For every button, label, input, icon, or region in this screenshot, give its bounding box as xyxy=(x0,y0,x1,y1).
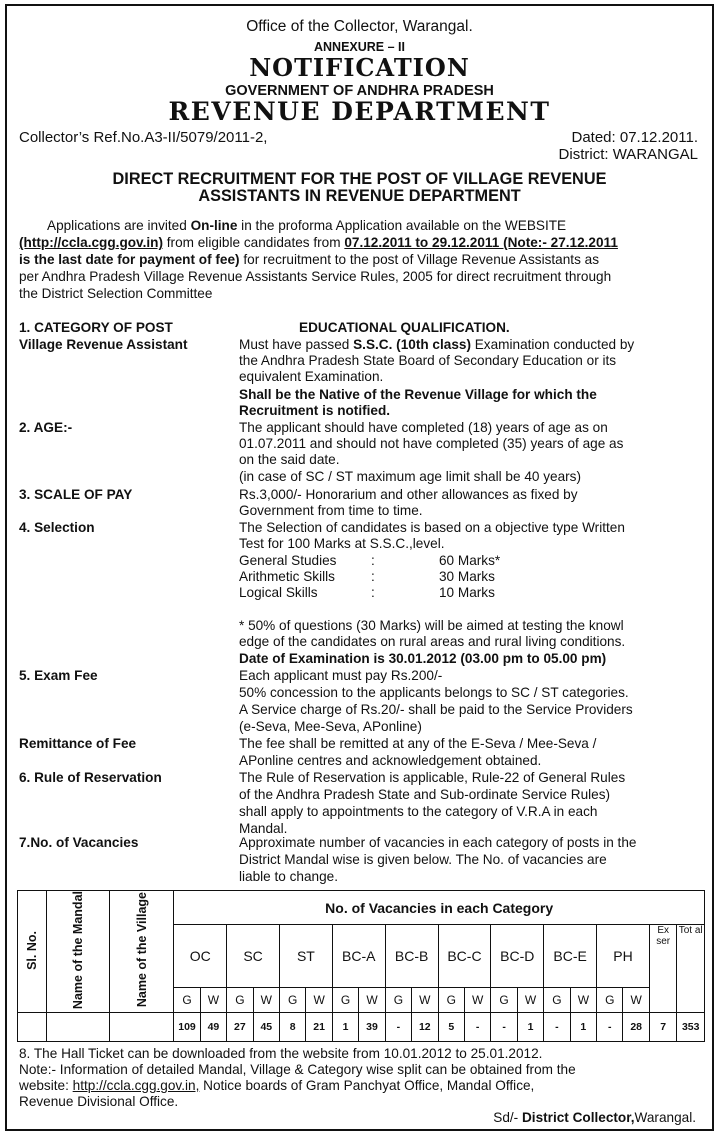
website-link[interactable]: (http://ccla.cgg.gov.in) xyxy=(19,235,163,250)
table-cell: 109 xyxy=(174,1013,200,1042)
intro-text: the District Selection Committee xyxy=(19,286,213,301)
fee-text: (e-Seva, Mee-Seva, APonline) xyxy=(239,719,422,734)
qualification-heading: EDUCATIONAL QUALIFICATION. xyxy=(299,320,510,335)
g-header: G xyxy=(227,988,253,1013)
ex-servicemen-header: Ex ser xyxy=(649,925,677,1013)
info-note: Notice boards of Gram Panchyat Office, Mandal Office, xyxy=(199,1078,535,1093)
table-cell: 49 xyxy=(200,1013,226,1042)
g-header: G xyxy=(597,988,623,1013)
category-bc-c: BC-C xyxy=(438,925,491,988)
reservation-text: of the Andhra Pradesh State and Sub-ordinate Service Rules) xyxy=(239,787,611,802)
signature-title: District Collector, xyxy=(521,1110,635,1125)
subject-name: Arithmetic Skills xyxy=(239,569,335,584)
subject-marks: 10 Marks xyxy=(439,585,495,600)
subject-colon: : xyxy=(371,553,375,568)
qualification-text: Must have passed xyxy=(239,337,354,352)
fee-deadline-note: is the last date for payment of fee) xyxy=(19,252,240,267)
category-bc-e: BC-E xyxy=(544,925,597,988)
category-bc-b: BC-B xyxy=(385,925,438,988)
g-header: G xyxy=(385,988,411,1013)
info-note: Revenue Divisional Office. xyxy=(19,1094,179,1109)
vacancies-label: 7.No. of Vacancies xyxy=(19,835,139,850)
w-header: W xyxy=(517,988,543,1013)
ssc-text: S.S.C. (10th class) xyxy=(353,337,471,352)
table-cell: 27 xyxy=(227,1013,253,1042)
dated: Dated: 07.12.2011. xyxy=(571,129,698,146)
table-cell xyxy=(46,1013,110,1042)
title-line-2: ASSISTANTS IN REVENUE DEPARTMENT xyxy=(198,187,521,205)
category-bc-d: BC-D xyxy=(491,925,544,988)
table-cell: 45 xyxy=(253,1013,279,1042)
reservation-label: 6. Rule of Reservation xyxy=(19,770,162,785)
pay-label: 3. SCALE OF PAY xyxy=(19,487,133,502)
fee-text: Each applicant must pay Rs.200/- xyxy=(239,668,443,683)
pay-text: Government from time to time. xyxy=(239,503,423,518)
remittance-label: Remittance of Fee xyxy=(19,736,137,751)
subject-marks: 30 Marks xyxy=(439,569,495,584)
vacancies-caption: No. of Vacancies in each Category xyxy=(174,891,705,925)
selection-note: edge of the candidates on rural areas and rural living conditions. xyxy=(239,634,626,649)
table-cell: - xyxy=(597,1013,623,1042)
annexure-line: ANNEXURE – II xyxy=(314,40,405,54)
selection-label: 4. Selection xyxy=(19,520,95,535)
table-cell xyxy=(110,1013,174,1042)
online-text: On-line xyxy=(190,218,238,233)
intro-text: per Andhra Pradesh Village Revenue Assistants Service Rules, 2005 for direct recruitment through xyxy=(19,269,612,284)
subject-name: General Studies xyxy=(239,553,337,568)
signature-text: Sd/- xyxy=(493,1110,522,1125)
remittance-text: The fee shall be remitted at any of the E-Seva / Mee-Seva / xyxy=(239,736,597,751)
remittance-text: APonline centres and acknowledgement obtained. xyxy=(239,753,542,768)
qualification-text: equivalent Examination. xyxy=(239,369,384,384)
department-heading: REVENUE DEPARTMENT xyxy=(168,97,551,126)
qualification-text: the Andhra Pradesh State Board of Secondary Education or its xyxy=(239,353,617,368)
sl-no-header: Sl. No. xyxy=(18,891,47,1013)
vacancies-text: District Mandal wise is given below. The No. of vacancies are xyxy=(239,852,607,867)
w-header: W xyxy=(623,988,649,1013)
title-line-1: DIRECT RECRUITMENT FOR THE POST OF VILLAGE REVENUE xyxy=(112,170,607,188)
selection-note: * 50% of questions (30 Marks) will be aimed at testing the knowl xyxy=(239,618,624,633)
table-cell: - xyxy=(464,1013,490,1042)
fee-label: 5. Exam Fee xyxy=(19,668,98,683)
signature-text: Warangal. xyxy=(634,1110,696,1125)
website-link[interactable]: http://ccla.cgg.gov.in, xyxy=(72,1078,200,1093)
native-requirement: Shall be the Native of the Revenue Village for which the xyxy=(239,387,597,402)
reservation-text: Mandal. xyxy=(239,821,288,836)
notification-heading: NOTIFICATION xyxy=(249,53,470,82)
g-header: G xyxy=(332,988,358,1013)
office-line: Office of the Collector, Warangal. xyxy=(246,18,473,35)
category-bc-a: BC-A xyxy=(332,925,385,988)
vacancies-text: Approximate number of vacancies in each category of posts in the xyxy=(239,835,637,850)
mandal-header: Name of the Mandal xyxy=(46,891,110,1013)
table-cell: - xyxy=(491,1013,517,1042)
table-cell: - xyxy=(385,1013,411,1042)
w-header: W xyxy=(412,988,438,1013)
signature xyxy=(493,1110,696,1126)
reservation-text: The Rule of Reservation is applicable, Rule-22 of General Rules xyxy=(239,770,626,785)
application-dates: 07.12.2011 to 29.12.2011 (Note:- 27.12.2011 xyxy=(344,235,618,250)
g-header: G xyxy=(438,988,464,1013)
w-header: W xyxy=(200,988,226,1013)
category-oc: OC xyxy=(174,925,227,988)
notification-page xyxy=(5,4,714,1131)
selection-text: Test for 100 Marks at S.S.C.,level. xyxy=(239,536,445,551)
category-ph: PH xyxy=(597,925,650,988)
table-cell: 353 xyxy=(677,1013,705,1042)
vacancy-table xyxy=(17,890,705,1042)
info-note: Note:- Information of detailed Mandal, Village & Category wise split can be obtained from the xyxy=(19,1062,576,1077)
intro-text: in the proforma Application available on the WEBSITE xyxy=(237,218,567,233)
table-cell: - xyxy=(544,1013,570,1042)
table-cell: 8 xyxy=(280,1013,306,1042)
table-cell: 7 xyxy=(649,1013,677,1042)
table-cell: 1 xyxy=(332,1013,358,1042)
table-cell: 12 xyxy=(412,1013,438,1042)
age-text: (in case of SC / ST maximum age limit shall be 40 years) xyxy=(239,469,581,484)
intro-text: from eligible candidates from xyxy=(163,235,345,250)
category-label: Village Revenue Assistant xyxy=(19,337,188,352)
category-sc: SC xyxy=(227,925,280,988)
w-header: W xyxy=(570,988,596,1013)
g-header: G xyxy=(544,988,570,1013)
fee-text: 50% concession to the applicants belongs to SC / ST categories. xyxy=(239,685,629,700)
subject-colon: : xyxy=(371,569,375,584)
table-cell: 21 xyxy=(306,1013,332,1042)
g-header: G xyxy=(491,988,517,1013)
hall-ticket-note: 8. The Hall Ticket can be downloaded from the website from 10.01.2012 to 25.01.2012. xyxy=(19,1046,543,1061)
subject-name: Logical Skills xyxy=(239,585,318,600)
age-text: 01.07.2011 and should not have completed (35) years of age as xyxy=(239,436,624,451)
fee-text: A Service charge of Rs.20/- shall be paid to the Service Providers xyxy=(239,702,633,717)
reservation-text: shall apply to appointments to the category of V.R.A in each xyxy=(239,804,598,819)
vacancies-text: liable to change. xyxy=(239,869,339,884)
qualification-text: Examination conducted by xyxy=(470,337,635,352)
w-header: W xyxy=(306,988,332,1013)
age-text: on the said date. xyxy=(239,452,340,467)
intro-text: Applications are invited xyxy=(47,218,191,233)
w-header: W xyxy=(359,988,385,1013)
category-st: ST xyxy=(280,925,333,988)
w-header: W xyxy=(464,988,490,1013)
info-note: website: xyxy=(19,1078,73,1093)
table-cell xyxy=(18,1013,47,1042)
selection-text: The Selection of candidates is based on a objective type Written xyxy=(239,520,625,535)
subject-marks: 60 Marks* xyxy=(439,553,501,568)
government-line: GOVERNMENT OF ANDHRA PRADESH xyxy=(225,83,494,99)
category-heading: 1. CATEGORY OF POST xyxy=(19,320,173,335)
native-requirement: Recruitment is notified. xyxy=(239,403,391,418)
intro-text: for recruitment to the post of Village Revenue Assistants as xyxy=(239,252,599,267)
g-header: G xyxy=(174,988,200,1013)
subject-colon: : xyxy=(371,585,375,600)
table-cell: 1 xyxy=(517,1013,543,1042)
total-header: Tot al xyxy=(677,925,705,1013)
g-header: G xyxy=(280,988,306,1013)
table-cell: 28 xyxy=(623,1013,649,1042)
village-header: Name of the Village xyxy=(110,891,174,1013)
ref-no: Collector’s Ref.No.A3-II/5079/2011-2, xyxy=(19,129,268,146)
table-cell: 39 xyxy=(359,1013,385,1042)
district: District: WARANGAL xyxy=(558,146,698,163)
table-cell: 1 xyxy=(570,1013,596,1042)
w-header: W xyxy=(253,988,279,1013)
pay-text: Rs.3,000/- Honorarium and other allowances as fixed by xyxy=(239,487,578,502)
exam-date: Date of Examination is 30.01.2012 (03.00 pm to 05.00 pm) xyxy=(239,651,607,666)
age-label: 2. AGE:- xyxy=(19,420,73,435)
table-cell: 5 xyxy=(438,1013,464,1042)
age-text: The applicant should have completed (18) years of age as on xyxy=(239,420,608,435)
